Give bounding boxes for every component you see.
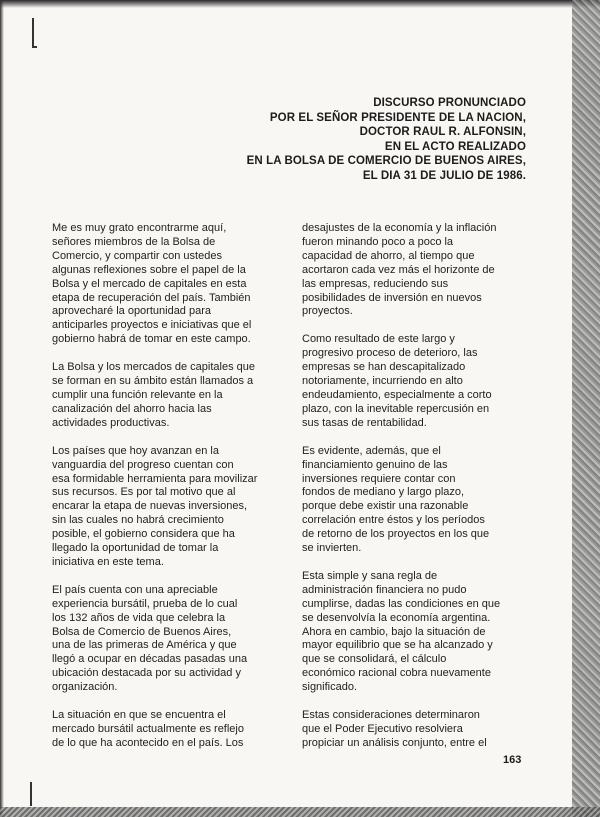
text-line: encarar la etapa de nuevas inversiones, xyxy=(52,500,248,513)
text-line: acortaron cada vez más el horizonte de xyxy=(302,263,495,276)
text-line: que se consolidará, el cálculo xyxy=(302,653,447,666)
text-line: cumplir una función relevante en la xyxy=(52,388,223,401)
text-line: sus tasas de rentabilidad. xyxy=(302,416,427,429)
paragraph xyxy=(52,709,278,751)
text-line: financiamiento genuino de las xyxy=(302,458,448,471)
paragraph xyxy=(52,361,278,431)
text-line: Comercio, y compartir con ustedes xyxy=(52,249,222,262)
text-line: significado. xyxy=(302,681,358,694)
text-line: sin las cuales no habrá crecimiento xyxy=(52,514,224,527)
text-line: experiencia bursátil, prueba de lo cual xyxy=(52,597,238,610)
text-line: se invierten. xyxy=(302,542,362,555)
text-line: los 132 años de vida que celebra la xyxy=(52,611,226,624)
text-line: una de las primeras de América y que xyxy=(52,639,237,652)
text-line: Esta simple y sana regla de xyxy=(302,569,438,582)
scan-edge-top xyxy=(0,0,600,8)
scan-edge-bottom xyxy=(0,807,600,817)
text-line: Como resultado de este largo y xyxy=(302,333,455,346)
paragraph xyxy=(302,222,524,319)
text-line: fueron minando poco a poco la xyxy=(302,235,454,248)
text-line: fondos de mediano y largo plazo, xyxy=(302,486,465,499)
paragraph xyxy=(302,333,524,430)
text-line: canalización del ahorro hacia las xyxy=(52,402,212,415)
heading-line: POR EL SEÑOR PRESIDENTE DE LA NACION, xyxy=(269,111,526,124)
text-line: posibilidades de inversión en nuevos xyxy=(302,291,482,304)
heading-line: DISCURSO PRONUNCIADO xyxy=(373,97,526,109)
text-line: El país cuenta con una apreciable xyxy=(52,583,218,596)
text-line: Me es muy grato encontrarme aquí, xyxy=(52,222,227,234)
text-line: posible, el gobierno considera que ha xyxy=(52,528,235,541)
paragraph xyxy=(302,445,524,556)
paragraph xyxy=(52,584,278,695)
text-line: Es evidente, además, que el xyxy=(302,444,441,457)
text-line: anticiparles proyectos e iniciativas que el xyxy=(52,319,252,332)
heading-line: DOCTOR RAUL R. ALFONSIN, xyxy=(359,126,526,139)
heading-line: EL DIA 31 DE JULIO DE 1986. xyxy=(362,169,526,182)
text-line: ubicación destacada por su actividad y xyxy=(52,667,241,680)
text-line: Estas consideraciones determinaron xyxy=(302,709,480,722)
text-line: notoriamente, incurriendo en alto xyxy=(302,375,463,388)
text-line: propiciar un análisis conjunto, entre el xyxy=(302,736,487,749)
text-line: Ahora en cambio, bajo la situación de xyxy=(302,625,486,638)
text-line: Bolsa y el mercado de capitales en esta xyxy=(52,277,247,290)
text-line: inversiones requiere contar con xyxy=(302,472,456,485)
text-line: capacidad de ahorro, al tiempo que xyxy=(302,249,475,262)
text-line: actividades productivas. xyxy=(52,416,170,429)
text-line: organización. xyxy=(52,681,118,694)
text-line: económico racional cobra nuevamente xyxy=(302,667,491,680)
text-line: iniciativa en este tema. xyxy=(52,555,164,568)
binding-mark xyxy=(32,18,37,48)
text-line: esa formidable herramienta para movilizar xyxy=(52,472,258,485)
text-line: La Bolsa y los mercados de capitales que xyxy=(52,361,256,374)
text-line: correlación entre éstos y los períodos xyxy=(302,514,485,527)
text-line: La situación en que se encuentra el xyxy=(52,709,226,722)
text-line: mercado bursátil actualmente es reflejo xyxy=(52,723,244,735)
paragraph xyxy=(52,222,278,347)
text-line: mayor equilibrio que se ha alcanzado y xyxy=(302,639,493,652)
paragraph xyxy=(302,709,524,751)
paragraph xyxy=(52,445,278,570)
text-line: desajustes de la economía y la inflación xyxy=(302,222,497,234)
text-line: algunas reflexiones sobre el papel de la xyxy=(52,263,246,276)
text-line: señores miembros de la Bolsa de xyxy=(52,235,216,248)
heading-line: EN EL ACTO REALIZADO xyxy=(384,140,526,153)
left-text-column xyxy=(52,222,278,765)
text-line: se forman en su ámbito están llamados a xyxy=(52,375,254,388)
text-line: gobierno habrá de tomar en este campo. xyxy=(52,333,251,346)
text-line: Los países que hoy avanzan en la xyxy=(52,444,219,457)
text-line: vanguardia del progreso cuentan con xyxy=(52,458,234,471)
heading-line: EN LA BOLSA DE COMERCIO DE BUENOS AIRES, xyxy=(246,155,526,168)
text-line: empresas se han descapitalizado xyxy=(302,361,466,374)
text-line: Bolsa de Comercio de Buenos Aires, xyxy=(52,625,232,638)
text-line: sus recursos. Es por tal motivo que al xyxy=(52,486,236,499)
text-line: cumplirse, dadas las condiciones en que xyxy=(302,597,501,610)
text-line: de lo que ha acontecido en el país. Los xyxy=(52,736,244,749)
text-line: se desenvolvía la economía argentina. xyxy=(302,611,491,624)
text-line: administración financiera no pudo xyxy=(302,583,467,596)
paragraph xyxy=(302,570,524,695)
text-line: etapa de recuperación del país. También xyxy=(52,291,251,304)
text-line: endeudamiento, especialmente a corto xyxy=(302,388,492,401)
speech-heading xyxy=(86,96,526,184)
text-line: de retorno de los proyectos en los que xyxy=(302,528,490,541)
text-line: porque debe existir una razonable xyxy=(302,500,469,513)
page-number: 163 xyxy=(503,754,522,766)
text-line: aprovecharé la oportunidad para xyxy=(52,305,212,318)
binding-mark-bottom xyxy=(30,782,35,806)
text-line: las empresas, reduciendo sus xyxy=(302,277,449,290)
scan-edge-right xyxy=(572,0,600,817)
text-line: proyectos. xyxy=(302,305,353,318)
scan-edge-left xyxy=(0,0,4,817)
text-line: llegó a ocupar en décadas pasadas una xyxy=(52,653,248,666)
text-line: que el Poder Ejecutivo resolviera xyxy=(302,723,463,735)
text-line: llegado la oportunidad de tomar la xyxy=(52,542,219,555)
right-text-column xyxy=(302,222,524,765)
text-line: plazo, con la inevitable repercusión en xyxy=(302,402,490,415)
text-line: progresivo proceso de deterioro, las xyxy=(302,347,478,360)
